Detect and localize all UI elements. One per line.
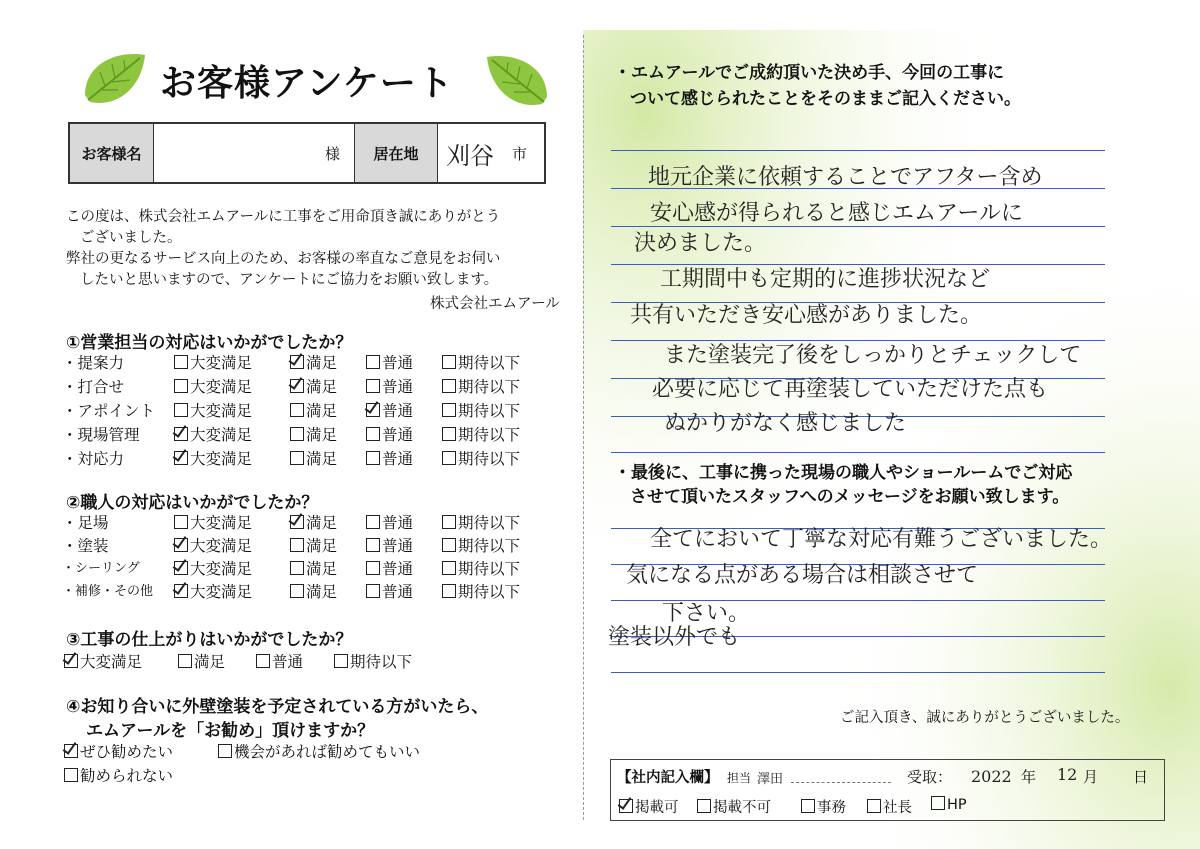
q2-option[interactable]: 期待以下 <box>442 534 520 556</box>
checkbox[interactable] <box>366 355 380 369</box>
q2-row <box>62 534 542 556</box>
q1-option[interactable]: 普通 <box>366 423 413 445</box>
column-divider <box>583 35 584 820</box>
received-label: 受取： <box>907 768 953 786</box>
checkbox[interactable] <box>256 654 270 668</box>
checkbox-checked[interactable] <box>174 584 188 598</box>
q4-title-line2: エムアールを「お勧め」頂けますか？ <box>86 721 375 741</box>
q1-option[interactable]: 満足 <box>290 447 337 469</box>
q4-title-line1: ④お知り合いに外壁塗装を予定されている方がいたら、 <box>66 697 489 717</box>
q6-title-line1: ・最後に、工事に携った現場の職人やショールームでご対応 <box>614 463 1073 483</box>
checkbox[interactable] <box>366 584 380 598</box>
intro-line: ございました。 <box>80 230 182 246</box>
q1-option[interactable]: 普通 <box>366 351 413 373</box>
intro-text <box>66 207 566 291</box>
checkbox[interactable] <box>697 799 711 813</box>
q1-row <box>62 351 542 373</box>
day-unit: 日 <box>1133 768 1149 786</box>
staff-label: 担当 <box>727 771 752 785</box>
checkbox[interactable] <box>442 515 456 529</box>
checkbox[interactable] <box>442 538 456 552</box>
customer-name-field[interactable] <box>154 124 354 182</box>
checkbox[interactable] <box>290 561 304 575</box>
q2-option[interactable]: 期待以下 <box>442 511 520 533</box>
q2-option[interactable]: 期待以下 <box>442 580 520 602</box>
q4-options <box>64 740 504 762</box>
checkbox[interactable] <box>290 538 304 552</box>
checkbox[interactable] <box>366 538 380 552</box>
q1-title: ①営業担当の対応はいかがでしたか？ <box>66 333 353 353</box>
intro-line: この度は、株式会社エムアールに工事をご用命頂き誠にありがとう <box>66 209 501 225</box>
checkbox-checked[interactable] <box>290 515 304 529</box>
q5-answer-line: 安心感が得られると感じエムアールに <box>650 201 1023 226</box>
q2-row-label: ・補修・その他 <box>62 584 154 599</box>
q5-title-line1: ・エムアールでご成約頂いた決め手、今回の工事に <box>614 63 1005 83</box>
q6-answer-line: 気になる点がある場合は相談させて <box>626 563 979 588</box>
q3-title: ③工事の仕上がりはいかがでしたか？ <box>66 630 353 650</box>
q5-answer-line: ぬかりがなく感じました <box>664 411 907 436</box>
q1-row <box>62 375 542 397</box>
checkbox[interactable] <box>64 768 78 782</box>
checkbox[interactable] <box>366 427 380 441</box>
office-use-box <box>610 759 1165 821</box>
ruled-line <box>611 150 1105 151</box>
q5-answer-line: 共有いただき安心感がありました。 <box>630 303 983 328</box>
q1-row <box>62 399 542 421</box>
q5-title-line2: ついて感じられたことをそのままご記入ください。 <box>630 89 1021 109</box>
received-month: 12 <box>1057 765 1078 784</box>
name-suffix: 様 <box>324 144 340 163</box>
q6-answer-line: 下さい。 <box>662 601 751 626</box>
thanks-text: ご記入頂き、誠にありがとうございました。 <box>840 710 1130 726</box>
location-label: 居在地 <box>354 124 438 182</box>
q1-option[interactable]: 満足 <box>290 399 337 421</box>
location-value: 刈谷 <box>446 141 494 170</box>
customer-name-label: お客様名 <box>70 124 154 182</box>
office-option[interactable]: 社長 <box>867 796 912 817</box>
staff-value: 澤田 <box>757 772 784 787</box>
q2-option[interactable]: 普通 <box>366 511 413 533</box>
q1-option[interactable]: 満足 <box>290 423 337 445</box>
checkbox[interactable] <box>801 799 815 813</box>
checkbox[interactable] <box>442 379 456 393</box>
checkbox-checked[interactable] <box>619 799 633 813</box>
q6-answer-line: 全てにおいて丁寧な対応有難うございました。 <box>650 527 1113 552</box>
q6-answer-line: 塗装以外でも <box>608 625 741 650</box>
q4-option[interactable]: 機会があれば勧めてもいい <box>218 740 420 762</box>
checkbox[interactable] <box>442 584 456 598</box>
q1-option[interactable]: 期待以下 <box>442 351 520 373</box>
checkbox[interactable] <box>174 515 188 529</box>
checkbox[interactable] <box>290 427 304 441</box>
checkbox[interactable] <box>442 403 456 417</box>
checkbox[interactable] <box>442 451 456 465</box>
q2-option[interactable]: 大変満足 <box>174 557 252 579</box>
checkbox[interactable] <box>290 403 304 417</box>
q5-answer-line: 工期間中も定期的に進捗状況など <box>660 267 991 292</box>
q2-row <box>62 511 542 533</box>
q2-option[interactable]: 大変満足 <box>174 534 252 556</box>
checkbox[interactable] <box>174 403 188 417</box>
checkbox[interactable] <box>334 654 348 668</box>
checkbox[interactable] <box>442 561 456 575</box>
checkbox[interactable] <box>442 427 456 441</box>
q1-option[interactable]: 大変満足 <box>174 351 252 373</box>
checkbox-checked[interactable] <box>174 427 188 441</box>
q2-option[interactable]: 大変満足 <box>174 511 252 533</box>
q6-title-line2: させて頂いたスタッフへのメッセージをお願い致します。 <box>630 487 1070 507</box>
q3-option[interactable]: 満足 <box>178 650 225 672</box>
checkbox[interactable] <box>174 379 188 393</box>
q2-option[interactable]: 期待以下 <box>442 557 520 579</box>
q1-option[interactable]: 大変満足 <box>174 375 252 397</box>
month-unit: 月 <box>1083 768 1099 786</box>
q1-row <box>62 447 542 469</box>
checkbox[interactable] <box>366 561 380 575</box>
q1-option[interactable]: 期待以下 <box>442 423 520 445</box>
leaf-icon-left <box>80 50 150 110</box>
checkbox[interactable] <box>366 379 380 393</box>
office-option[interactable]: 掲載不可 <box>697 796 771 817</box>
q2-title: ②職人の対応はいかがでしたか？ <box>66 493 319 513</box>
checkbox[interactable] <box>290 451 304 465</box>
q1-option[interactable]: 期待以下 <box>442 447 520 469</box>
office-option[interactable]: 事務 <box>801 796 846 817</box>
checkbox-checked[interactable] <box>64 654 78 668</box>
q3-option[interactable]: 普通 <box>256 650 303 672</box>
q2-option[interactable]: 普通 <box>366 557 413 579</box>
q3-option[interactable]: 期待以下 <box>334 650 412 672</box>
customer-info-table <box>68 122 546 184</box>
q5-answer-line: また塗装完了後をしっかりとチェックして <box>664 343 1082 368</box>
checkbox-checked[interactable] <box>174 538 188 552</box>
q2-row-label: ・塗装 <box>62 537 109 555</box>
q2-option[interactable]: 普通 <box>366 580 413 602</box>
q1-option[interactable]: 普通 <box>366 399 413 421</box>
ruled-line <box>611 672 1105 673</box>
location-field[interactable] <box>438 124 544 182</box>
checkbox-checked[interactable] <box>290 379 304 393</box>
q5-answer-line: 必要に応じて再塗装していただけた点も <box>652 377 1049 402</box>
q2-row-label: ・シーリング <box>62 561 140 576</box>
q2-row <box>62 557 542 579</box>
q4-option[interactable]: ぜひ勧めたい <box>64 740 173 762</box>
checkbox[interactable] <box>178 654 192 668</box>
ruled-line <box>611 452 1105 453</box>
q1-option[interactable]: 普通 <box>366 375 413 397</box>
checkbox[interactable] <box>931 796 945 810</box>
q1-option[interactable]: 大変満足 <box>174 447 252 469</box>
q2-option[interactable]: 満足 <box>290 511 337 533</box>
company-name: 株式会社エムアール <box>430 296 560 312</box>
q3-option[interactable]: 大変満足 <box>64 650 142 672</box>
q1-option[interactable]: 満足 <box>290 351 337 373</box>
q3-options <box>64 650 464 672</box>
checkbox-checked[interactable] <box>174 561 188 575</box>
q1-option[interactable]: 期待以下 <box>442 399 520 421</box>
office-option[interactable]: 掲載可 <box>619 796 679 817</box>
intro-line: したいと思いますので、アンケートにご協力をお願い致します。 <box>80 272 499 288</box>
office-option[interactable]: HP <box>931 796 967 813</box>
q2-row <box>62 580 542 602</box>
checkbox[interactable] <box>218 744 232 758</box>
q1-row-label: ・提案力 <box>62 354 125 372</box>
checkbox[interactable] <box>366 451 380 465</box>
checkbox-checked[interactable] <box>366 403 380 417</box>
leaf-icon-right <box>480 52 552 112</box>
q4-option[interactable]: 勧められない <box>64 764 173 786</box>
q1-row <box>62 423 542 445</box>
checkbox-checked[interactable] <box>290 355 304 369</box>
q1-row-label: ・アポイント <box>62 402 156 420</box>
checkbox-checked[interactable] <box>174 451 188 465</box>
staff-underline <box>791 782 891 783</box>
checkbox[interactable] <box>867 799 881 813</box>
q2-option[interactable]: 大変満足 <box>174 580 252 602</box>
q5-answer-line: 決めました。 <box>634 231 767 256</box>
q2-row-label: ・足場 <box>62 514 109 532</box>
checkbox[interactable] <box>442 355 456 369</box>
q2-option[interactable]: 満足 <box>290 580 337 602</box>
q1-row-label: ・現場管理 <box>62 426 140 444</box>
q1-row-label: ・打合せ <box>62 378 125 396</box>
year-unit: 年 <box>1021 768 1037 786</box>
checkbox[interactable] <box>174 355 188 369</box>
received-year: 2022 <box>971 767 1012 786</box>
checkbox[interactable] <box>366 515 380 529</box>
q1-option[interactable]: 大変満足 <box>174 423 252 445</box>
checkbox-checked[interactable] <box>64 744 78 758</box>
q2-option[interactable]: 普通 <box>366 534 413 556</box>
q1-option[interactable]: 期待以下 <box>442 375 520 397</box>
location-suffix: 市 <box>512 144 528 163</box>
q1-option[interactable]: 普通 <box>366 447 413 469</box>
intro-line: 弊社の更なるサービス向上のため、お客様の率直なご意見をお伺い <box>66 251 501 267</box>
q2-option[interactable]: 満足 <box>290 557 337 579</box>
q5-answer-line: 地元企業に依頼することでアフター含め <box>648 165 1043 190</box>
q1-option[interactable]: 満足 <box>290 375 337 397</box>
q1-option[interactable]: 大変満足 <box>174 399 252 421</box>
office-label: 【社内記入欄】 <box>617 770 719 786</box>
checkbox[interactable] <box>290 584 304 598</box>
q1-row-label: ・対応力 <box>62 450 125 468</box>
page-title: お客様アンケート <box>160 63 454 104</box>
q2-option[interactable]: 満足 <box>290 534 337 556</box>
